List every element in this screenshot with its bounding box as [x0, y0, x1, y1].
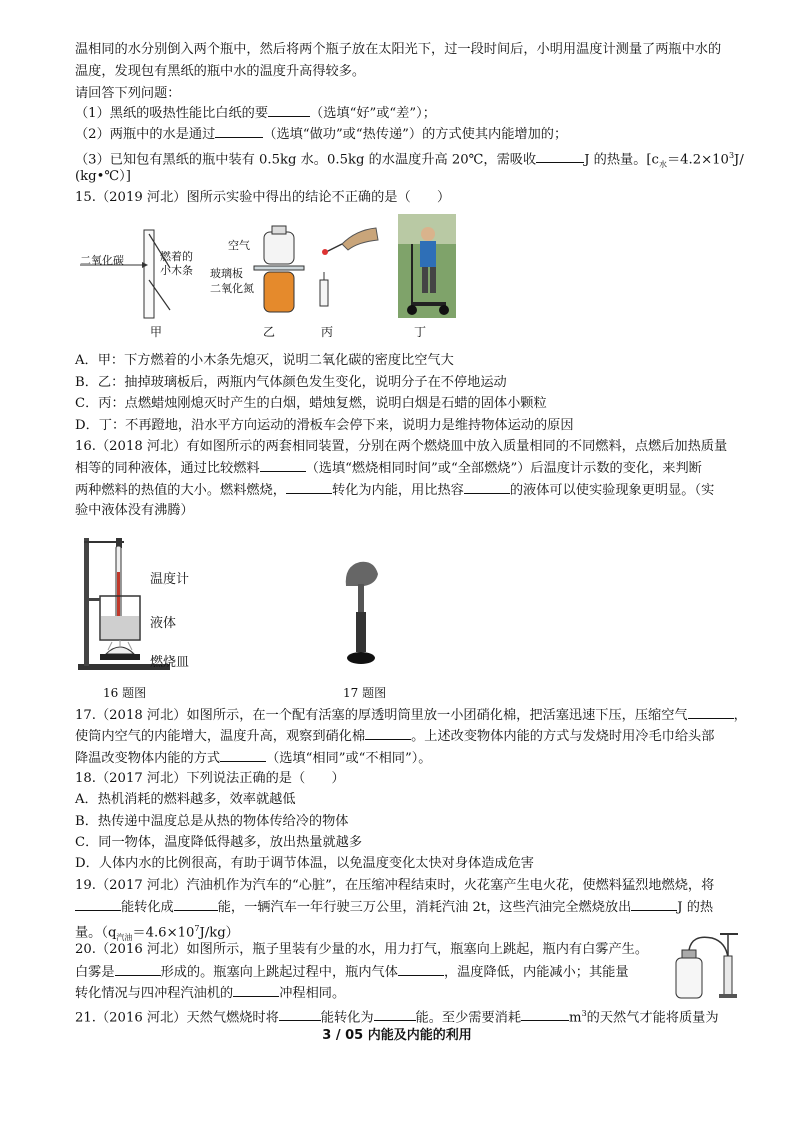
superscript: 3	[581, 1009, 587, 1018]
text: ，温度降低，内能减小；其能量	[443, 965, 629, 980]
q16-line4: 验中液体没有沸腾）	[75, 503, 194, 518]
answer-blank[interactable]	[215, 124, 263, 138]
q15-option-c: C．丙：点燃蜡烛刚熄灭时产生的白烟，蜡烛复燃，说明白烟是石蜡的固体小颗粒	[75, 396, 547, 411]
superscript: 7	[194, 924, 200, 933]
fig-ding-scooter-photo	[398, 214, 456, 318]
answer-blank[interactable]	[268, 103, 310, 117]
label-yi: 乙	[263, 325, 276, 339]
q17-line3	[75, 748, 432, 769]
text: ，	[733, 708, 747, 723]
text: ＝4.2×10	[666, 152, 729, 168]
text: 降温改变物体内能的方式	[75, 751, 221, 766]
answer-blank[interactable]	[260, 458, 306, 472]
text: 转化为内能，用比热容	[332, 483, 464, 498]
text: 使筒内空气的内能增大，温度升高，观察到硝化棉	[75, 729, 366, 744]
q19-line2	[75, 897, 713, 918]
text: 转化情况与四冲程汽油机的	[75, 986, 234, 1001]
label-ding: 丁	[414, 325, 427, 339]
subscript: 水	[658, 160, 667, 170]
text: 能转化成	[121, 900, 174, 915]
subscript: 汽油	[116, 933, 133, 943]
text: （2）两瓶中的水是通过	[75, 127, 216, 142]
label-co2: 二氧化碳	[80, 254, 124, 267]
q16-line2	[75, 458, 702, 479]
text: 的天然气才能将质量为	[586, 1010, 719, 1026]
q19-line1: 19.（2017 河北）汽油机作为汽车的“心脏”，在压缩冲程结束时，火花塞产生电火花，使燃料猛烈地燃烧，将	[75, 878, 715, 893]
q15-stem: 15.（2019 河北）图所示实验中得出的结论不正确的是（ ）	[75, 190, 451, 205]
fig-yi-bottles	[250, 224, 310, 320]
page-footer: 3 / 05 内能及内能的利用	[322, 1028, 472, 1043]
text: J 的热量。[c	[584, 152, 659, 168]
q20-line1: 20.（2016 河北）如图所示，瓶子里装有少量的水，用力打气，瓶塞向上跳起，瓶内有白雾产生。	[75, 942, 649, 957]
text: J 的热	[677, 900, 714, 915]
text: 21.（2016 河北）天然气燃烧时将	[75, 1010, 279, 1026]
q20-line3	[75, 983, 345, 1004]
label-glass: 玻璃板	[210, 267, 243, 280]
q14-line1: 温相同的水分别倒入两个瓶中，然后将两个瓶子放在太阳光下，过一段时间后，小明用温度计测量了两瓶中水的	[75, 42, 722, 57]
text: 能转化为	[320, 1010, 374, 1026]
text: 两种燃料的热值的大小。燃料燃烧，	[75, 483, 286, 498]
text: ＝4.6×10	[132, 925, 195, 941]
label-air: 空气	[228, 239, 250, 252]
q14-line2: 温度，发现包有黑纸的瓶中水的温度升高得较多。	[75, 64, 366, 79]
superscript: 3	[728, 151, 735, 160]
q14-part3-cont: (kg•℃）]	[75, 169, 131, 184]
text: （选填“相同”或“不相同”）。	[266, 751, 432, 766]
text: 17.（2018 河北）如图所示，在一个配有活塞的厚透明筒里放一小团硝化棉，把活塞迅速下压，压缩空气	[75, 708, 688, 723]
q14-part3	[75, 146, 744, 175]
text: 形成的。瓶塞向上跳起过程中，瓶内气体	[160, 965, 398, 980]
label-burner-dish: 燃烧皿	[150, 655, 190, 670]
answer-blank[interactable]	[75, 897, 121, 911]
label-thermometer: 温度计	[150, 572, 190, 587]
text: J/	[734, 152, 744, 168]
text: （3）已知包有黑纸的瓶中装有 0.5kg 水。0.5kg 的水温度升高 20℃，需吸收	[75, 152, 537, 168]
text: 量。（q	[75, 925, 117, 941]
answer-blank[interactable]	[286, 480, 332, 494]
answer-blank[interactable]	[174, 897, 218, 911]
answer-blank[interactable]	[464, 480, 510, 494]
q18-stem: 18.（2017 河北）下列说法正确的是（ ）	[75, 771, 345, 786]
label-stick1: 燃着的	[160, 250, 193, 263]
q16-line1: 16.（2018 河北）有如图所示的两套相同装置，分别在两个燃烧皿中放入质量相同的不同燃料，点燃后加热质量	[75, 439, 728, 454]
text: 冲程相同。	[279, 986, 346, 1001]
answer-blank[interactable]	[521, 1007, 569, 1021]
text: m	[569, 1010, 582, 1026]
answer-blank[interactable]	[115, 962, 161, 976]
q16-line3	[75, 480, 714, 501]
label-stick2: 小木条	[160, 264, 193, 277]
answer-blank[interactable]	[688, 705, 734, 719]
answer-blank[interactable]	[365, 726, 411, 740]
q15-option-a: A．甲：下方燃着的小木条先熄灭，说明二氧化碳的密度比空气大	[75, 353, 454, 368]
answer-blank[interactable]	[279, 1007, 321, 1021]
caption-17: 17 题图	[343, 686, 387, 700]
q18-option-a: A．热机消耗的燃料越多，效率就越低	[75, 792, 296, 807]
answer-blank[interactable]	[233, 983, 279, 997]
q14-part2	[75, 124, 567, 145]
text: 能。至少需要消耗	[415, 1010, 522, 1026]
q18-option-d: D．人体内水的比例很高，有助于调节体温，以免温度变化太快对身体造成危害	[75, 856, 534, 871]
text: （1）黑纸的吸热性能比白纸的要	[75, 106, 269, 121]
answer-blank[interactable]	[398, 962, 444, 976]
text: 的液体可以使实验现象更明显。（实	[509, 483, 715, 498]
q14-part1	[75, 103, 436, 124]
fig-20-bottle-pump	[672, 928, 752, 1002]
label-no2: 二氧化氮	[210, 282, 254, 295]
text: 相等的同种液体，通过比较燃料	[75, 461, 260, 476]
text: 能，一辆汽车一年行驶三万公里，消耗汽油 2t，这些汽油完全燃烧放出	[217, 900, 632, 915]
answer-blank[interactable]	[536, 149, 584, 163]
q18-option-c: C．同一物体，温度降低得越多，放出热量就越多	[75, 835, 363, 850]
q17-line2	[75, 726, 714, 747]
label-bing: 丙	[321, 325, 334, 339]
answer-blank[interactable]	[631, 897, 677, 911]
caption-16: 16 题图	[103, 686, 147, 700]
q15-option-b: B．乙：抽掉玻璃板后，两瓶内气体颜色发生变化，说明分子在不停地运动	[75, 375, 507, 390]
label-jia: 甲	[150, 325, 163, 339]
answer-blank[interactable]	[374, 1007, 416, 1021]
q17-line1	[75, 705, 747, 726]
fig-bing-candle	[312, 222, 382, 318]
answer-blank[interactable]	[220, 748, 266, 762]
q18-option-b: B．热传递中温度总是从热的物体传给冷的物体	[75, 814, 349, 829]
q15-option-d: D．丁：不再蹬地，沿水平方向运动的滑板车会停下来，说明力是维持物体运动的原因	[75, 418, 574, 433]
q14-line3: 请回答下列问题：	[75, 86, 181, 101]
fig-17-piston-cylinder	[340, 556, 384, 670]
q20-line2	[75, 962, 629, 983]
label-liquid: 液体	[150, 616, 177, 631]
text: （选填“燃烧相同时间”或“全部燃烧”）后温度计示数的变化，来判断	[305, 461, 702, 476]
text: 白雾是	[75, 965, 115, 980]
text: （选填“好”或“差”）；	[310, 106, 436, 121]
text: 。上述改变物体内能的方式与发烧时用冷毛巾给头部	[411, 729, 715, 744]
text: （选填“做功”或“热传递”）的方式使其内能增加的；	[263, 127, 568, 142]
text: J/kg）	[199, 925, 239, 941]
